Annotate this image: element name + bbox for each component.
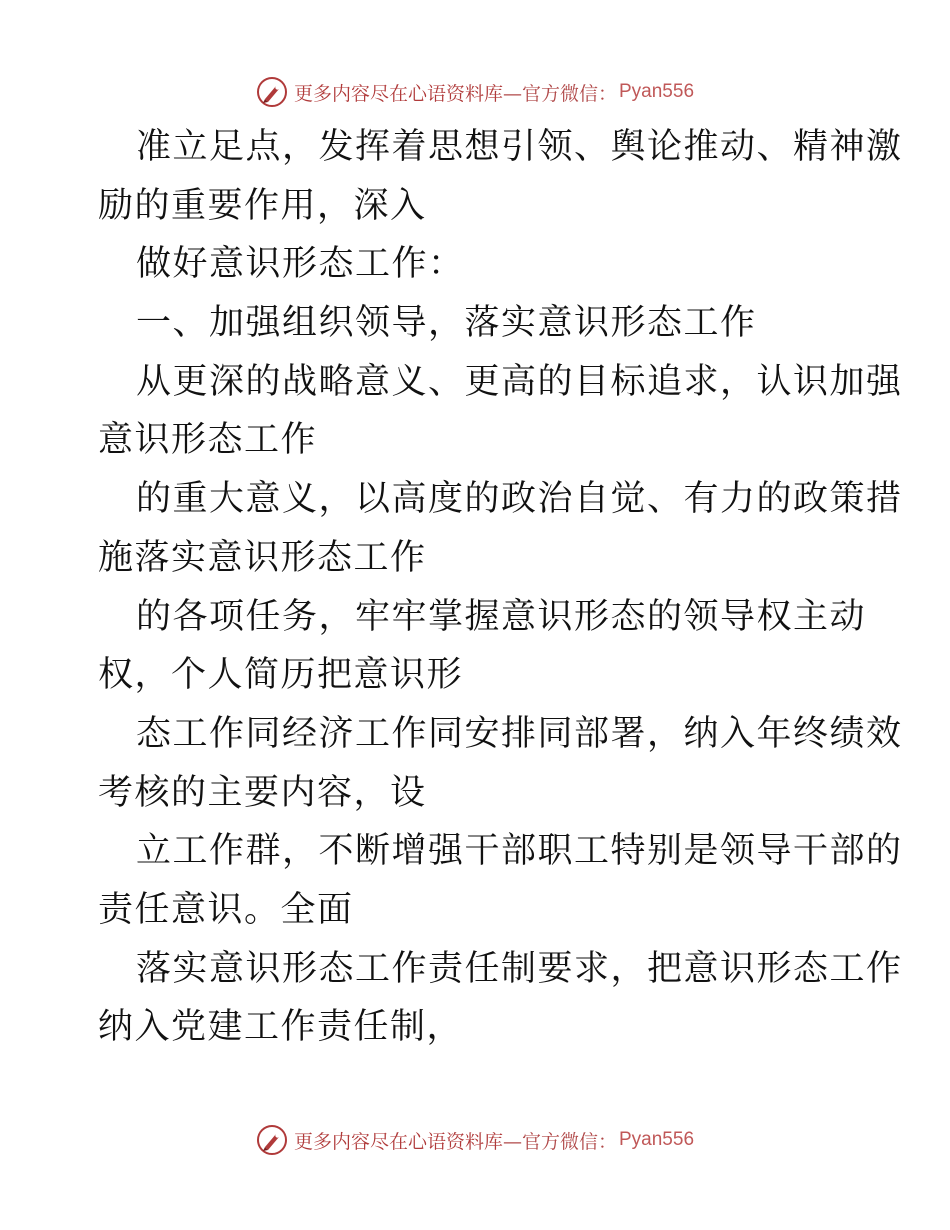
pen-logo-icon	[256, 76, 288, 108]
text-line: 意识形态工作	[98, 420, 318, 461]
banner-wechat-id: Pyan556	[619, 1129, 695, 1150]
text-line: 从更深的战略意义、更高的目标追求，认识加强	[136, 361, 903, 402]
text-line: 责任意识。全面	[98, 889, 354, 930]
footer-watermark	[0, 1120, 950, 1160]
banner-sub-text: —官方微信：	[502, 82, 617, 105]
banner-main-text: 更多内容尽在心语资料库	[293, 1130, 503, 1153]
text-line: 落实意识形态工作责任制要求，把意识形态工作	[136, 948, 903, 989]
text-line: 权，个人简历把意识形	[98, 655, 464, 696]
banner-sub-text: —官方微信：	[502, 1130, 617, 1153]
pen-logo-icon	[256, 1124, 288, 1156]
text-line: 纳入党建工作责任制，	[98, 1007, 464, 1048]
text-line: 施落实意识形态工作	[98, 537, 427, 578]
text-line: 态工作同经济工作同安排同部署，纳入年终绩效	[136, 713, 903, 754]
text-line: 考核的主要内容，设	[98, 772, 427, 813]
text-line: 励的重要作用，深入	[98, 185, 427, 226]
text-line: 的重大意义，以高度的政治自觉、有力的政策措	[136, 479, 903, 520]
banner-main-text: 更多内容尽在心语资料库	[293, 82, 503, 105]
text-line: 的各项任务，牢牢掌握意识形态的领导权主动	[136, 596, 867, 637]
banner-wechat-id: Pyan556	[619, 81, 695, 102]
text-line: 立工作群，不断增强干部职工特别是领导干部的	[136, 831, 903, 872]
text-line: 做好意识形态工作：	[136, 244, 465, 285]
text-line: 准立足点，发挥着思想引领、舆论推动、精神激	[136, 127, 903, 167]
body-text	[98, 118, 903, 1057]
section-heading: 一、加强组织领导，落实意识形态工作	[136, 303, 757, 344]
header-watermark	[0, 72, 950, 112]
